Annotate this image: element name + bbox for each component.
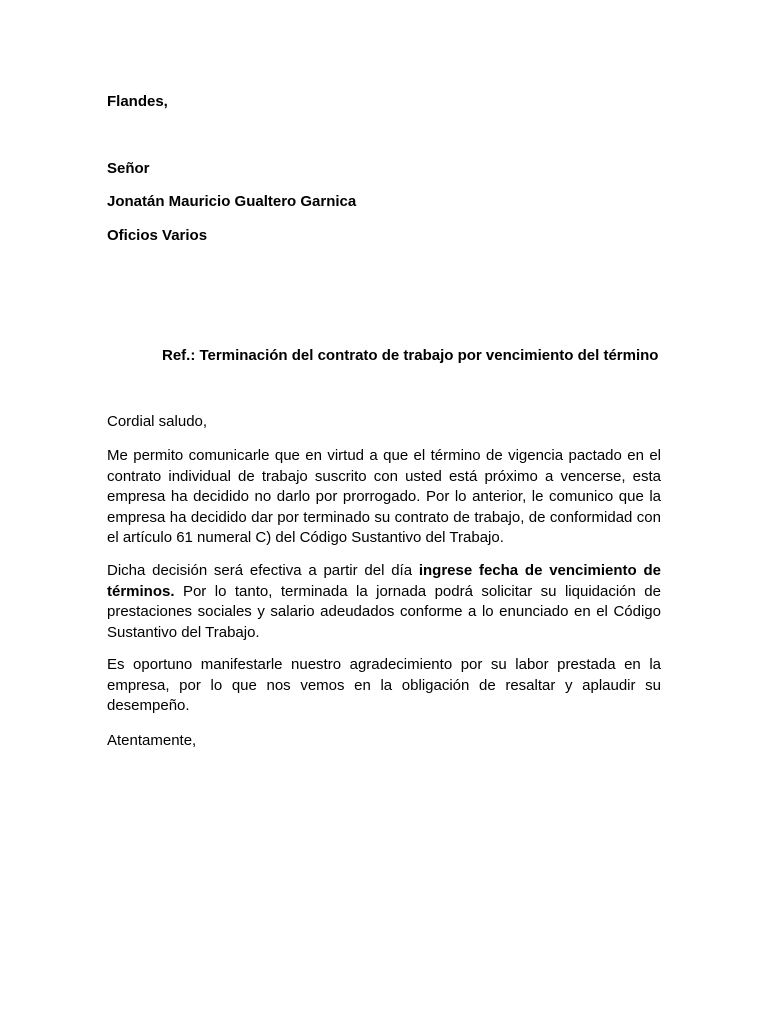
paragraph-2-end: Por lo tanto, terminada la jornada podrá solicitar su liquidación de prestaciones sociales y salario adeudados conforme a lo enunciado en el Código Sustantivo del Trabajo.: [107, 582, 661, 641]
closing: Atentamente,: [107, 732, 197, 749]
recipient-name: Jonatán Mauricio Gualtero Garnica: [107, 193, 357, 210]
reference-line: Ref.: Terminación del contrato de trabajo por vencimiento del término: [162, 347, 659, 364]
greeting: Cordial saludo,: [107, 413, 208, 430]
paragraph-2-start: Dicha decisión será efectiva a partir del día: [107, 562, 419, 579]
paragraph-1: Me permito comunicarle que en virtud a que el término de vigencia pactado en el contrato individual de trabajo suscrito con usted está próximo a vencerse, esta empresa ha decidido no darlo por prorrogado. Por lo anterior, le comunico que la empresa ha decidido dar por terminado su contrato de trabajo, de conformidad con el artículo 61 numeral C) del Código Sustantivo del Trabajo.: [107, 447, 661, 546]
letter-place: Flandes,: [107, 93, 168, 110]
salutation-title: Señor: [107, 160, 150, 177]
paragraph-3: Es oportuno manifestarle nuestro agradecimiento por su labor prestada en la empresa, por lo que nos vemos en la obligación de resaltar y aplaudir su desempeño.: [107, 656, 661, 714]
recipient-role: Oficios Varios: [107, 227, 208, 244]
paragraph-2: [107, 561, 661, 643]
paragraph-2-placeholder: ingrese fecha de vencimiento de términos.: [107, 562, 661, 600]
